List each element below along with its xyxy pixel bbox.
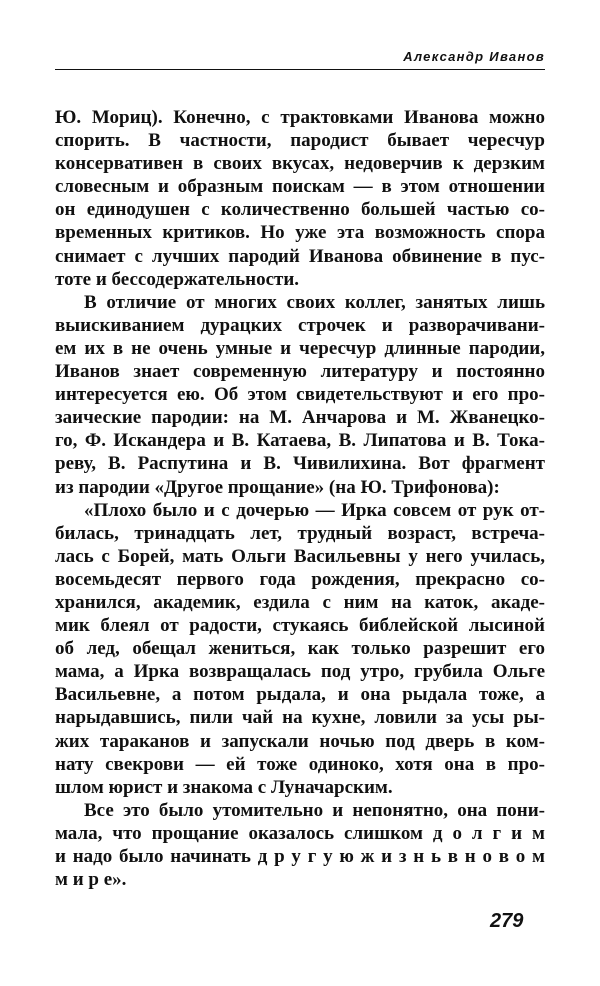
text-line: об лед, обещал жениться, как только разрешит его [55,638,545,660]
text-line: мама, а Ирка возвращалась под утро, грубила Ольге [55,661,545,683]
text-line: В отличие от многих своих коллег, занятых лишь [84,291,545,313]
text-line: мик блеял от радости, стукаясь библейской лысиной [55,615,545,637]
text-line: заические пародии: на М. Анчарова и М. Жванецко- [55,407,545,429]
paragraph [55,291,545,499]
text-line: консервативен в своих вкусах, недоверчив к дерзким [55,153,545,175]
running-title: Александр Иванов [403,49,545,64]
text-line: жих тараканов и запускали ночью под дверь в ком- [55,730,545,752]
text-line: ем их в не очень умные и чересчур длинные пародии, [55,337,545,359]
text-line: Васильевне, а потом рыдала, и она рыдала тоже, а [55,684,545,706]
text-line: нарыдавшись, пили чай на кухне, ловили за усы ры- [55,707,545,729]
text-line: Ю. Мориц). Конечно, с трактовками Иванова можно [55,107,545,128]
text-line: выискиванием дурацких строчек и разворачивани- [55,314,545,336]
text-line: снимает с лучших пародий Иванова обвинение в пус- [55,245,545,267]
text-line: из пародии «Другое прощание» (на Ю. Трифонова): [55,476,500,498]
text-line: «Плохо было и с дочерью — Ирка совсем от рук от- [84,499,545,521]
text-line: интересуется ею. Об этом свидетельствуют и его про- [55,384,545,406]
page-body-text [55,106,545,891]
text-line: он единодушен с количественно большей частью со- [55,199,545,221]
text-line: лась с Борей, мать Ольги Васильевны у него училась, [55,545,545,567]
page-number: 279 [490,910,524,932]
text-line: Иванов знает современную литературу и постоянно [55,361,545,383]
text-line: м и р е». [55,869,127,891]
text-line: словесным и образным поискам — в этом отношении [55,176,545,198]
text-line: мала, что прощание оказалось слишком д о л г и м [55,822,545,844]
text-line: восемьдесят первого года рождения, прекрасно со- [55,568,545,590]
running-header [55,49,545,70]
paragraph [55,106,545,291]
text-line: реву, В. Распутина и В. Чивилихина. Вот фрагмент [55,453,545,475]
text-line: хранился, академик, ездила с ним на каток, акаде- [55,591,545,613]
text-line: нату свекрови — ей тоже одиноко, хотя она в про- [55,753,545,775]
text-line: тоте и бессодержательности. [55,268,300,290]
paragraph [55,799,545,891]
text-line: билась, тринадцать лет, трудный возраст, встреча- [55,522,545,544]
paragraph [55,499,545,799]
text-line: и надо было начинать д р у г у ю ж и з н ь в н о в о м [55,846,545,867]
text-line: го, Ф. Искандера и В. Катаева, В. Липатова и В. Тока- [55,430,545,452]
text-line: Все это было утомительно и непонятно, она пони- [84,799,545,821]
text-line: временных критиков. Но уже эта возможность спора [55,222,545,244]
text-line: спорить. В частности, пародист бывает чересчур [55,130,545,152]
text-line: шлом юрист и знакома с Луначарским. [55,776,393,798]
